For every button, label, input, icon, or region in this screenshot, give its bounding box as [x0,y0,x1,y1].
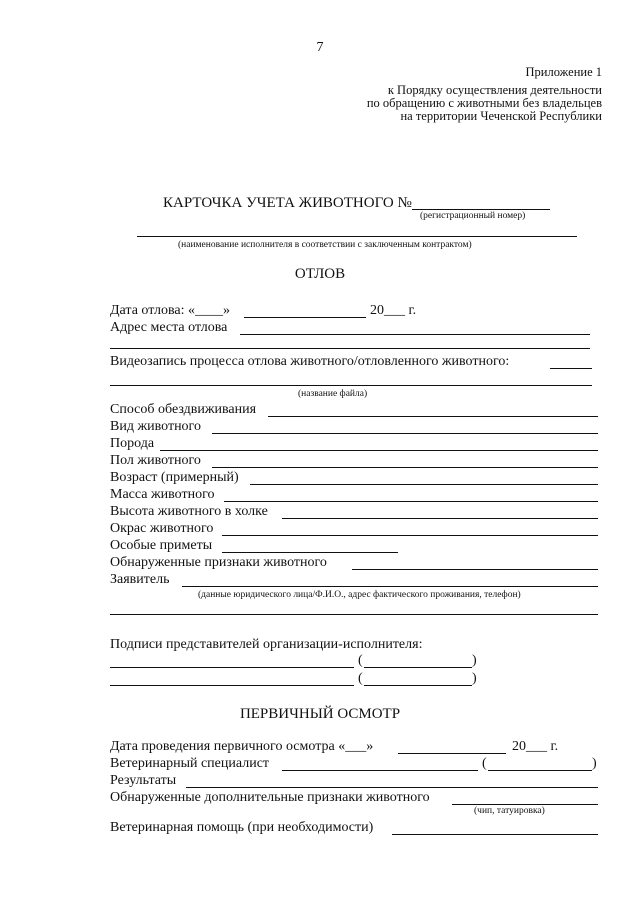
field-age-line[interactable] [250,484,598,485]
address-label: Адрес места отлова [110,320,228,335]
header-line-1: к Порядку осуществления деятельности [387,83,602,97]
reg-number-line[interactable] [412,209,550,210]
exam-section-title: ПЕРВИЧНЫЙ ОСМОТР [239,706,401,722]
field-sex: Пол животного [110,453,201,468]
field-species: Вид животного [110,419,201,434]
exam-date-line[interactable] [398,753,506,754]
field-color: Окрас животного [110,521,214,536]
header-line-3: на территории Чеченской Республики [400,109,602,123]
field-height: Высота животного в холке [110,504,268,519]
appendix-label: Приложение 1 [525,65,602,79]
vet-name-line[interactable] [488,770,592,771]
card-title: КАРТОЧКА УЧЕТА ЖИВОТНОГО № [163,195,412,211]
field-weight: Масса животного [110,487,215,502]
field-height-line[interactable] [282,518,598,519]
signature-1-close: ) [472,653,477,668]
file-name-hint: (название файла) [298,389,368,399]
address-line-2[interactable] [110,348,590,349]
exam-date-year: 20___ г. [512,739,559,754]
vet-help-label: Ветеринарная помощь (при необходимости) [110,820,374,835]
extra-signs-label: Обнаруженные дополнительные признаки животного [110,790,430,805]
header-line-2: по обращению с животными без владельцев [366,96,602,110]
vet-open: ( [482,756,487,771]
page-number: 7 [316,40,324,55]
signature-1-open: ( [358,653,363,668]
applicant-line-2[interactable] [110,614,598,615]
field-color-line[interactable] [222,535,598,536]
video-label: Видеозапись процесса отлова животного/отловленного животного: [110,354,510,369]
signature-2-close: ) [472,671,477,686]
signature-name-line-2[interactable] [364,685,472,686]
field-applicant: Заявитель [110,572,170,587]
video-line-1[interactable] [550,368,592,369]
signature-line-2[interactable] [110,685,354,686]
contractor-hint: (наименование исполнителя в соответствии с заключенным контрактом) [178,240,472,250]
field-special-marks-line[interactable] [222,552,398,553]
capture-date-year: 20___ г. [370,303,417,318]
signature-2-open: ( [358,671,363,686]
results-label: Результаты [110,773,177,788]
field-applicant-line[interactable] [182,586,598,587]
vet-line[interactable] [282,770,478,771]
address-line-1[interactable] [240,334,590,335]
field-breed-line[interactable] [160,450,598,451]
field-immobilization: Способ обездвиживания [110,402,257,417]
extra-signs-line[interactable] [452,804,598,805]
vet-close: ) [592,756,597,771]
capture-date-label: Дата отлова: «____» [110,303,231,318]
field-weight-line[interactable] [224,501,598,502]
signature-line-1[interactable] [110,667,354,668]
field-breed: Порода [110,436,155,451]
field-special-marks: Особые приметы [110,538,213,553]
vet-help-line[interactable] [392,834,598,835]
signature-name-line-1[interactable] [364,667,472,668]
field-immobilization-line[interactable] [268,416,598,417]
field-found-signs-line[interactable] [352,569,598,570]
applicant-hint: (данные юридического лица/Ф.И.О., адрес фактического проживания, телефон) [198,590,521,600]
field-sex-line[interactable] [212,467,598,468]
vet-label: Ветеринарный специалист [110,756,270,771]
capture-date-row [110,303,230,319]
capture-section-title: ОТЛОВ [294,266,346,282]
header-block [367,84,602,123]
capture-date-line[interactable] [244,317,366,318]
field-age: Возраст (примерный) [110,470,239,485]
field-species-line[interactable] [212,433,598,434]
reg-number-hint: (регистрационный номер) [420,211,526,221]
chip-hint: (чип, татуировка) [474,806,545,816]
contractor-line[interactable] [137,236,577,237]
exam-date-label: Дата проведения первичного осмотра «___» [110,739,374,754]
results-line[interactable] [186,787,598,788]
video-line-2[interactable] [110,385,592,386]
signatures-label: Подписи представителей организации-исполнителя: [110,637,423,652]
field-found-signs: Обнаруженные признаки животного [110,555,327,570]
